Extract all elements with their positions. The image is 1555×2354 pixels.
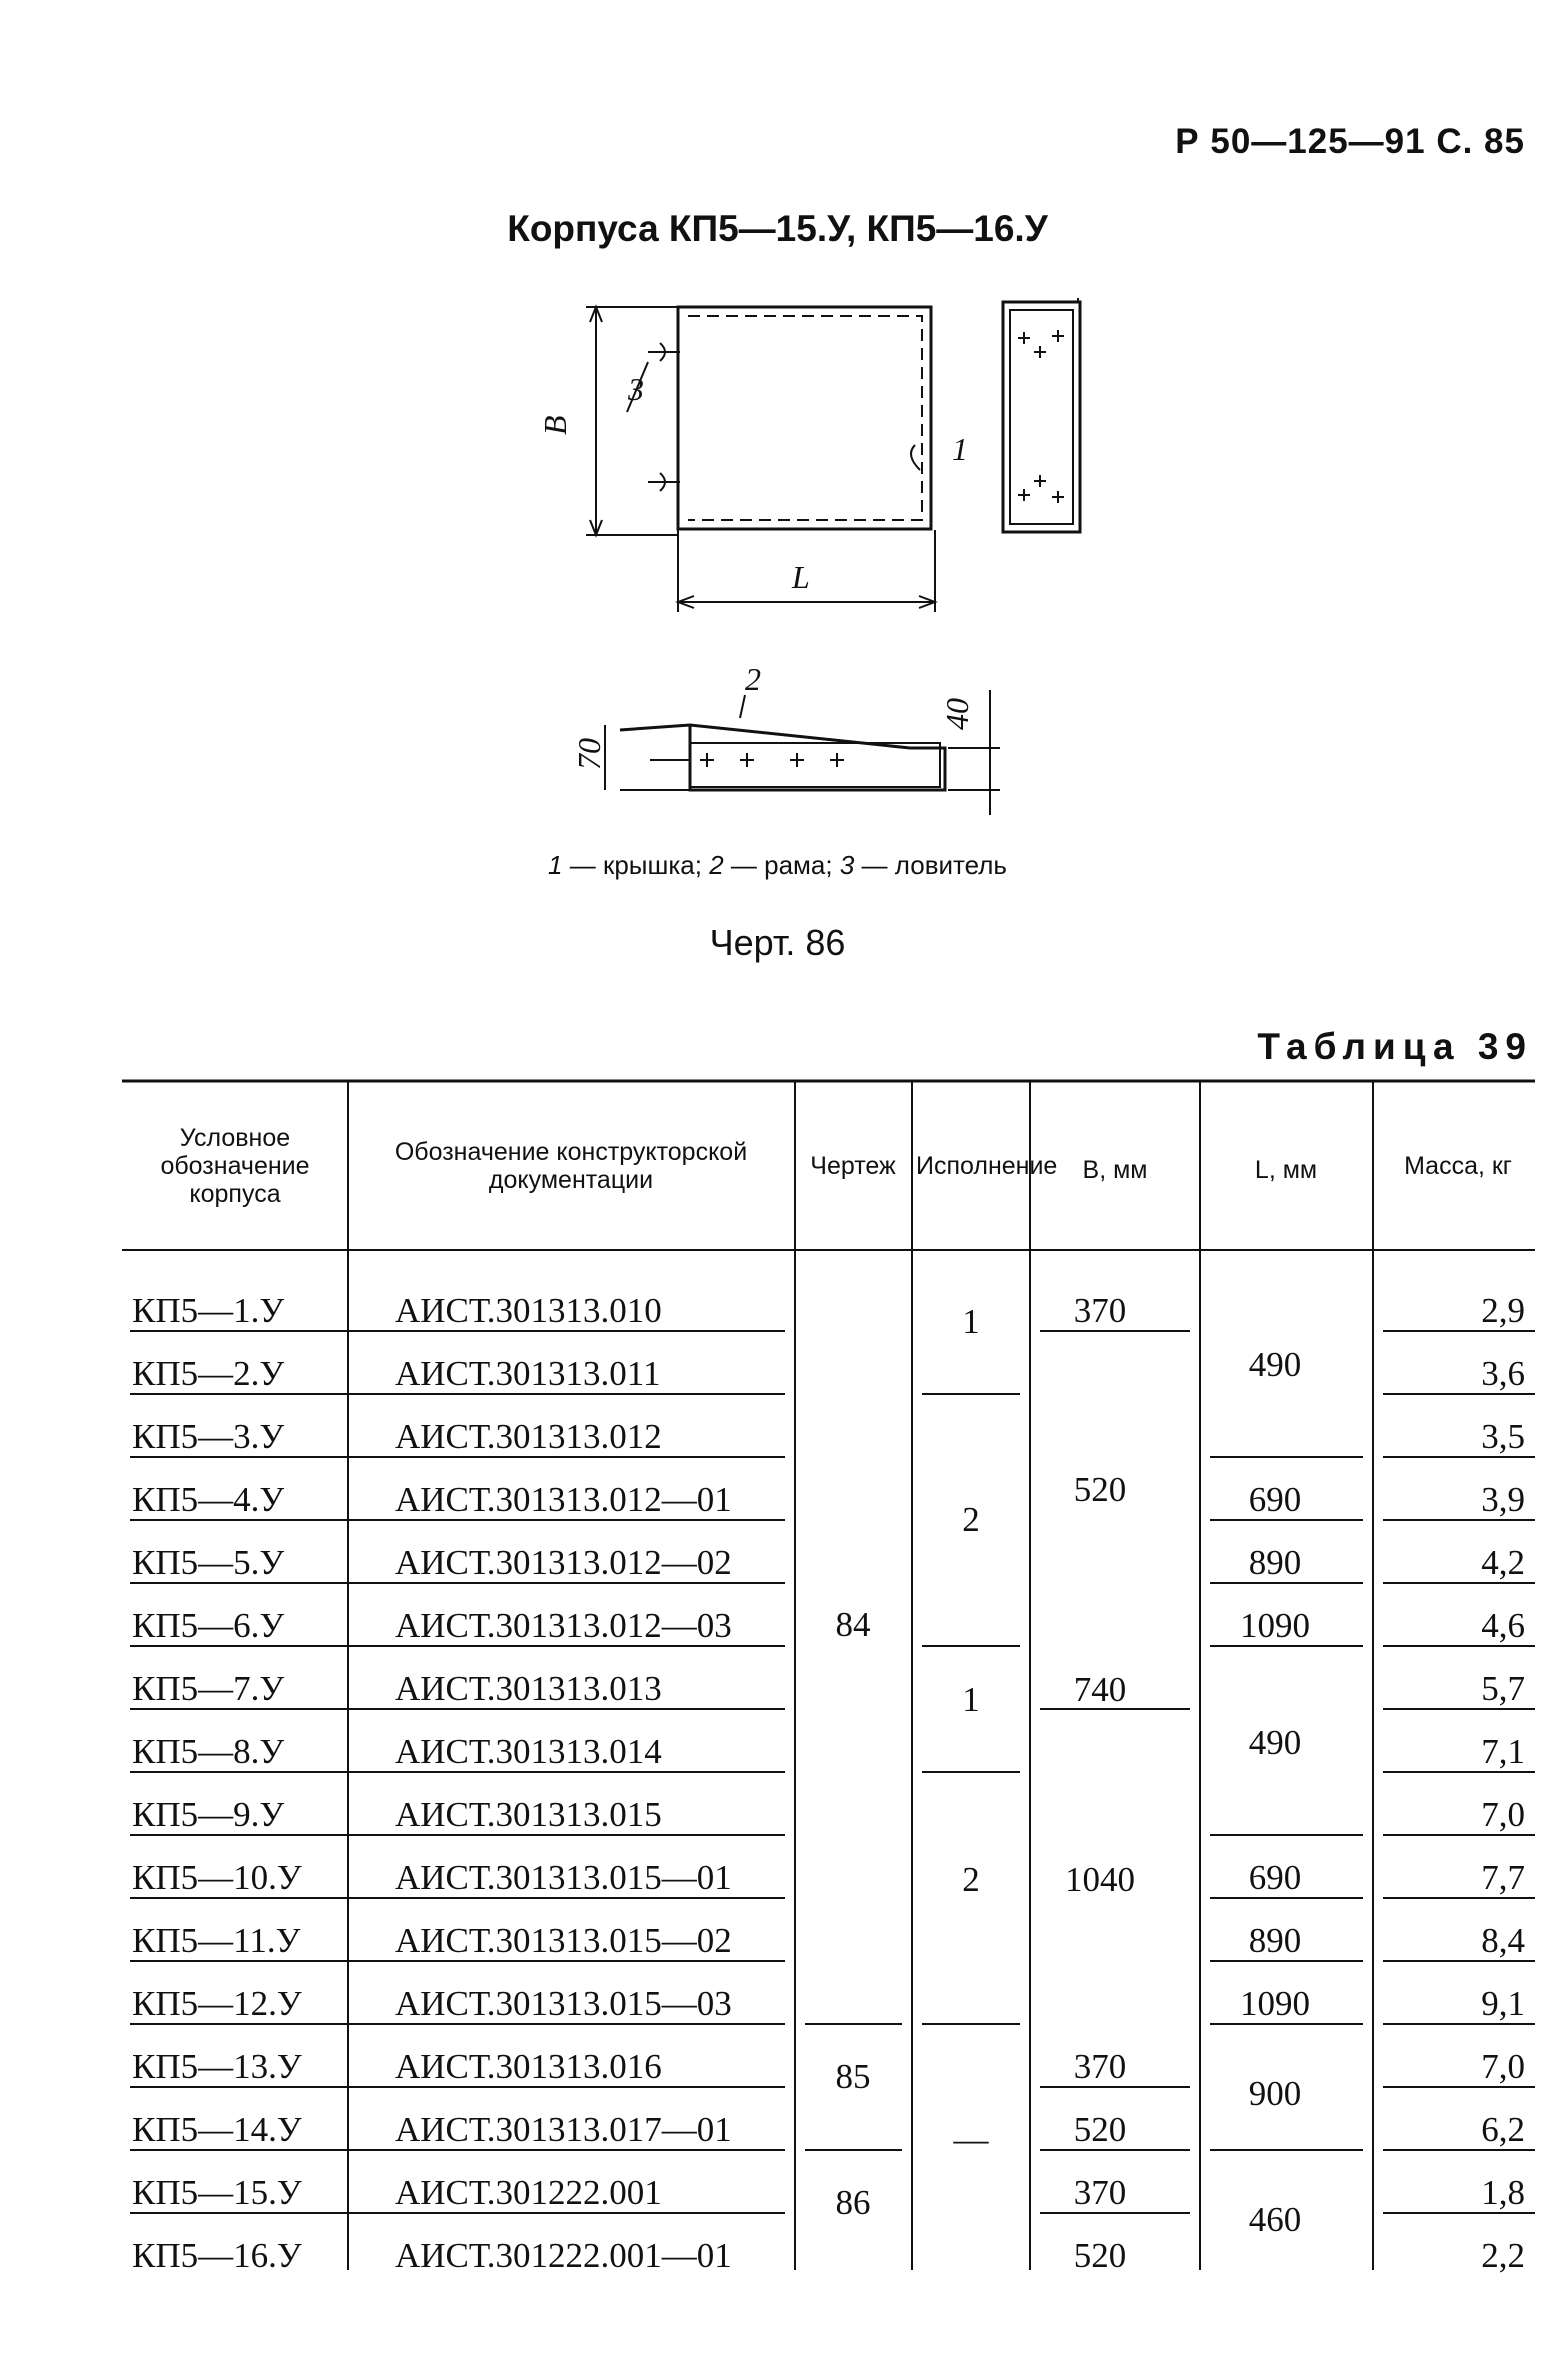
l-1090b: 1090 (1240, 1984, 1310, 2023)
l-900: 900 (1248, 2074, 1302, 2113)
row-mass: 7,0 (1481, 1795, 1525, 1834)
b-370c: 370 (1073, 2173, 1127, 2212)
row-mass: 6,2 (1481, 2110, 1525, 2149)
l-490b: 490 (1248, 1723, 1302, 1762)
l-890b: 890 (1248, 1921, 1302, 1960)
label-1: 1 (952, 431, 968, 467)
row-document: АИСТ.301313.017—01 (395, 2110, 732, 2149)
row-mass: 9,1 (1481, 1984, 1525, 2023)
header-version: Исполнение (916, 1152, 1058, 1180)
row-document: АИСТ.301313.015—03 (395, 1984, 732, 2023)
label-40: 40 (939, 698, 975, 730)
row-document: АИСТ.301313.015—01 (395, 1858, 732, 1897)
row-mass: 2,9 (1481, 1291, 1525, 1330)
header-designation: Условное обозначение корпуса (160, 1124, 310, 1208)
row-document: АИСТ.301313.012—02 (395, 1543, 732, 1582)
row-designation: КП5—2.У (132, 1354, 285, 1393)
l-890a: 890 (1248, 1543, 1302, 1582)
row-mass: 4,6 (1481, 1606, 1525, 1645)
header-document: Обозначение конструкторской документации (394, 1138, 748, 1194)
row-mass: 3,6 (1481, 1354, 1525, 1393)
drawing-86: 86 (835, 2183, 871, 2222)
row-document: АИСТ.301313.011 (395, 1354, 661, 1393)
row-designation: КП5—14.У (132, 2110, 302, 2149)
version-dash: — (953, 2120, 989, 2159)
row-mass: 1,8 (1481, 2173, 1525, 2212)
row-document: АИСТ.301313.016 (395, 2047, 662, 2086)
row-designation: КП5—8.У (132, 1732, 285, 1771)
row-document: АИСТ.301222.001—01 (395, 2236, 732, 2275)
row-document: АИСТ.301313.015—02 (395, 1921, 732, 1960)
row-designation: КП5—9.У (132, 1795, 285, 1834)
row-mass: 4,2 (1481, 1543, 1525, 1582)
label-2: 2 (745, 661, 761, 697)
label-70: 70 (571, 738, 607, 770)
row-designation: КП5—1.У (132, 1291, 285, 1330)
row-designation: КП5—16.У (132, 2236, 302, 2275)
drawing-84: 84 (835, 1605, 871, 1644)
l-690b: 690 (1248, 1858, 1302, 1897)
row-designation: КП5—5.У (132, 1543, 285, 1582)
row-document: АИСТ.301313.015 (395, 1795, 662, 1834)
row-mass: 8,4 (1481, 1921, 1525, 1960)
b-520c: 520 (1073, 2236, 1127, 2275)
header-drawing: Чертеж (810, 1152, 896, 1180)
row-document: АИСТ.301313.012 (395, 1417, 662, 1456)
page-header: Р 50—125—91 С. 85 (1175, 122, 1525, 161)
row-designation: КП5—11.У (132, 1921, 301, 1960)
version-2b: 2 (962, 1860, 980, 1899)
row-document: АИСТ.301222.001 (395, 2173, 662, 2212)
drawing-85: 85 (835, 2057, 871, 2096)
row-mass: 7,1 (1481, 1732, 1525, 1771)
row-mass: 3,9 (1481, 1480, 1525, 1519)
label-b: В (537, 415, 573, 435)
table-label: Таблица 39 (1257, 1026, 1533, 1067)
figure-title: Корпуса КП5—15.У, КП5—16.У (507, 208, 1048, 249)
l-460: 460 (1248, 2200, 1302, 2239)
row-document: АИСТ.301313.014 (395, 1732, 662, 1771)
row-designation: КП5—7.У (132, 1669, 285, 1708)
header-b: В, мм (1082, 1156, 1148, 1184)
version-2a: 2 (962, 1500, 980, 1539)
l-490a: 490 (1248, 1345, 1302, 1384)
row-mass: 2,2 (1481, 2236, 1525, 2275)
b-520b: 520 (1073, 2110, 1127, 2149)
row-document: АИСТ.301313.013 (395, 1669, 662, 1708)
row-document: АИСТ.301313.012—01 (395, 1480, 732, 1519)
b-520: 520 (1073, 1470, 1127, 1509)
row-mass: 3,5 (1481, 1417, 1525, 1456)
l-1090a: 1090 (1240, 1606, 1310, 1645)
b-740: 740 (1073, 1670, 1127, 1709)
row-document: АИСТ.301313.012—03 (395, 1606, 732, 1645)
row-mass: 7,7 (1481, 1858, 1525, 1897)
label-3: 3 (628, 371, 644, 407)
figure-legend: 1 — крышка; 2 — рама; 3 — ловитель (548, 850, 1007, 880)
row-designation: КП5—3.У (132, 1417, 285, 1456)
b-370a: 370 (1073, 1291, 1127, 1330)
row-designation: КП5—13.У (132, 2047, 302, 2086)
row-designation: КП5—6.У (132, 1606, 285, 1645)
header-l: L, мм (1254, 1156, 1318, 1184)
version-1a: 1 (962, 1302, 980, 1341)
version-1b: 1 (962, 1680, 980, 1719)
row-designation: КП5—4.У (132, 1480, 285, 1519)
header-mass: Масса, кг (1404, 1152, 1512, 1180)
b-1040: 1040 (1065, 1860, 1135, 1899)
label-l: L (792, 559, 810, 595)
b-370b: 370 (1073, 2047, 1127, 2086)
drawing-number: Черт. 86 (709, 922, 846, 963)
row-document: АИСТ.301313.010 (395, 1291, 662, 1330)
row-mass: 5,7 (1481, 1669, 1525, 1708)
row-designation: КП5—12.У (132, 1984, 302, 2023)
row-designation: КП5—10.У (132, 1858, 302, 1897)
row-designation: КП5—15.У (132, 2173, 302, 2212)
l-690a: 690 (1248, 1480, 1302, 1519)
row-mass: 7,0 (1481, 2047, 1525, 2086)
